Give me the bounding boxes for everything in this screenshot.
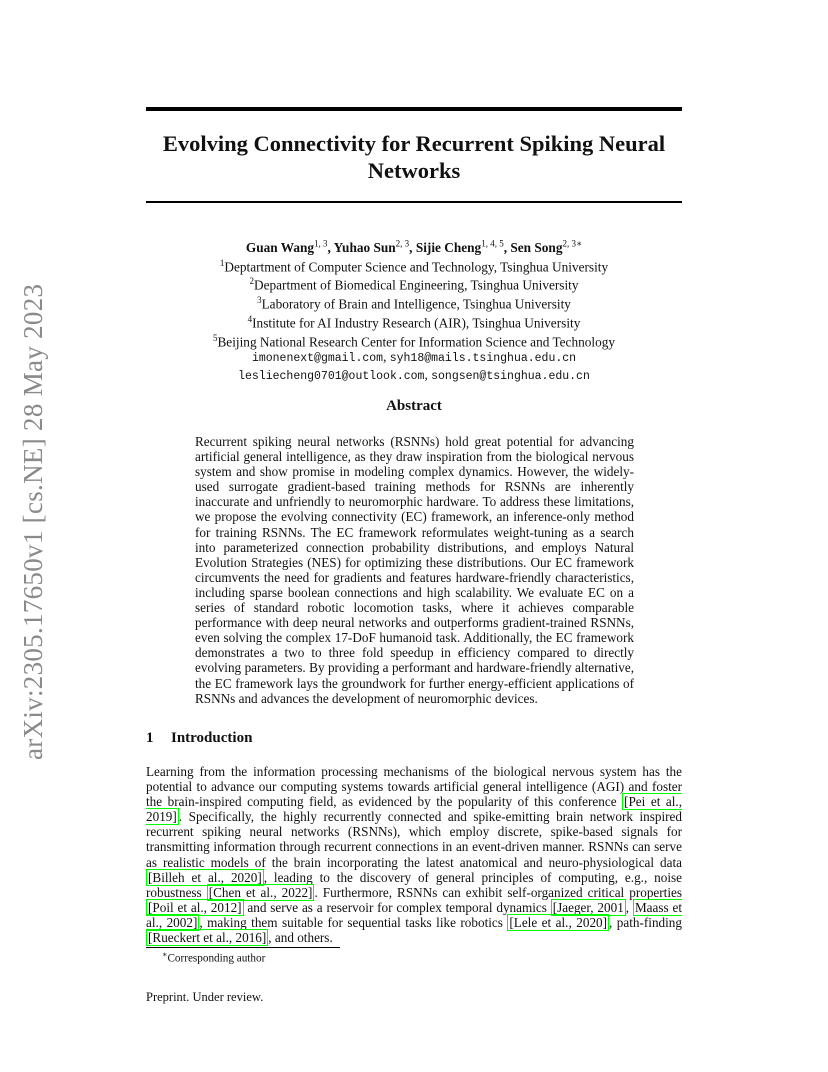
body-text: Learning from the information processing mechanisms of the biological nervous system has the potential to advance our computing systems towards artificial general intelligence (AGI) and foster the brain-inspired computing field, as evidenced by the popularity of this conference — [146, 764, 682, 810]
email-line: imonenext@gmail.com, syh18@mails.tsinghua.edu.cn — [251, 349, 577, 366]
body-text: , path-finding — [609, 914, 682, 930]
citation-link[interactable]: [Lele et al., 2020] — [509, 914, 608, 930]
author-names — [146, 237, 682, 256]
citation-link[interactable]: [Rueckert et al., 2016] — [148, 930, 267, 946]
body-text: and serve as a reservoir for complex temporal dynamics — [243, 899, 551, 915]
citation-link[interactable]: [Jaeger, 2001 — [552, 899, 624, 915]
preprint-notice: Preprint. Under review. — [146, 990, 264, 1004]
author: Sijie Cheng$^{1, 4, 5}$, — [415, 239, 511, 256]
email-line: lesliecheng0701@outlook.com, songsen@tsinghua.edu.cn — [238, 366, 590, 383]
affiliation: $^3$Laboratory of Brain and Intelligence, Tsinghua University — [257, 295, 571, 312]
citation-link[interactable]: [Pei et al., 2019] — [146, 794, 683, 825]
citation-link[interactable]: Maass et al., 2002] — [146, 899, 682, 930]
section-number: 1 — [146, 730, 154, 746]
email-address[interactable]: syh18@mails.tsinghua.edu.cn — [389, 352, 577, 366]
email-address[interactable]: lesliecheng0701@outlook.com — [238, 369, 425, 383]
email-address[interactable]: imonenext@gmail.com — [251, 352, 384, 366]
affiliation: $^5$Beijing National Research Center for Information Science and Technology — [212, 332, 616, 350]
footnote-rule — [146, 947, 340, 948]
body-text: , — [625, 899, 633, 915]
body-text: , leading to the discovery of general principles of computing, e.g., noise robustness — [146, 869, 682, 900]
body-text: , making them suitable for sequential tasks like robotics — [199, 914, 508, 930]
author: Sen Song$^{2, 3∗}$ — [510, 239, 583, 256]
body-text: , and others. — [268, 930, 333, 946]
affiliation: $^2$Department of Biomedical Engineering, Tsinghua University — [249, 276, 579, 293]
abstract-heading: Abstract — [386, 398, 442, 414]
citation-link[interactable]: [Billeh et al., 2020] — [148, 869, 262, 885]
author: Guan Wang$^{1, 3}$, — [245, 239, 334, 256]
title-bottom-rule — [146, 201, 682, 203]
section-heading — [146, 730, 252, 747]
arxiv-identifier[interactable]: arXiv:2305.17650v1 [cs.NE] 28 May 2023 — [18, 283, 48, 760]
section-title: Introduction — [171, 730, 253, 746]
body-text: . Furthermore, RSNNs can exhibit self-organized critical properties — [314, 884, 682, 900]
citation-link[interactable]: [Chen et al., 2022] — [208, 884, 313, 900]
affiliation: $^1$Deptartment of Computer Science and Technology, Tsinghua University — [219, 257, 609, 275]
title-top-rule — [146, 107, 682, 111]
footnote: ∗Corresponding author — [162, 950, 266, 965]
introduction-text — [146, 764, 682, 945]
author: Yuhao Sun$^{2, 3}$, — [333, 239, 416, 256]
affiliation: $^4$Institute for AI Industry Research (AIR), Tsinghua University — [247, 313, 581, 331]
body-text: . Specifically, the highly recurrently connected and spike-emitting brain network inspired recurrent spiking neural networks (RSNNs), which employ discrete, spike-based signals for transmitting information through recurrent connections in an event-driven manner. RSNNs can serve as realistic models of the brain incorporating the latest anatomical and neuro-physiological data — [146, 809, 682, 870]
citation-link[interactable]: [Poil et al., 2012] — [148, 899, 242, 915]
abstract-text: Recurrent spiking neural networks (RSNNs) hold great potential for advancing artificial general intelligence, as they draw inspiration from the biological nervous system and show promise in modeling complex dynamics. However, the widely-used surrogate gradient-based training methods for RSNNs are inherently inaccurate and unfriendly to neuromorphic hardware. To address these limitations, we propose the evolving connectivity (EC) framework, an inference-only method for training RSNNs. The EC framework reformulates weight-tuning as a search into parameterized connection probability distributions, and employs Natural Evolution Strategies (NES) for optimizing these distributions. Our EC framework circumvents the need for gradients and features hardware-friendly characteristics, including sparse boolean connections and high scalability. We evaluate EC on a series of standard robotic locomotion tasks, where it achieves comparable performance with deep neural networks and outperforms gradient-trained RSNNs, even solving the complex 17-DoF humanoid task. Additionally, the EC framework demonstrates a two to three fold speedup in efficiency compared to directly evolving parameters. By providing a performant and hardware-friendly alternative, the EC framework lays the groundwork for further energy-efficient applications of RSNNs and advances the development of neuromorphic devices. — [195, 434, 634, 706]
paper-title: Evolving Connectivity for Recurrent Spiking Neural Networks — [162, 131, 666, 183]
author-block — [146, 237, 682, 384]
email-address[interactable]: songsen@tsinghua.edu.cn — [431, 369, 590, 383]
